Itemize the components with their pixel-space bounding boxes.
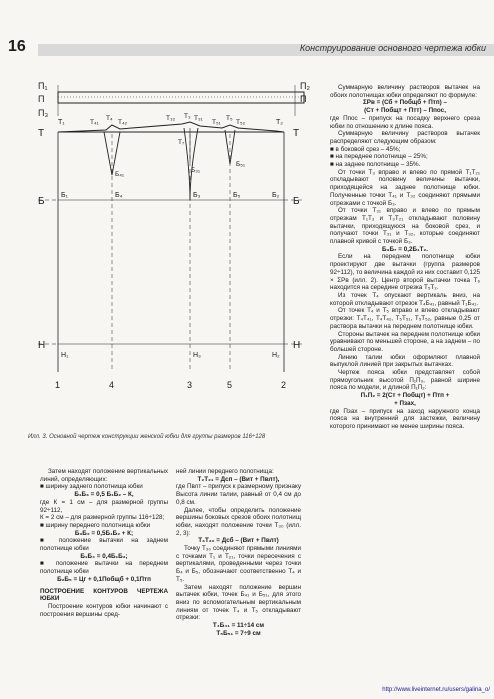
- paragraph: Построение контуров юбки начинают с построения вершины сред-: [40, 602, 168, 618]
- formula: + Пзах,: [394, 399, 416, 407]
- label-num-5: 5: [227, 380, 233, 390]
- label-b4: Б₄: [115, 192, 123, 199]
- paragraph: ■ в боковой срез – 45%;: [330, 145, 401, 153]
- label-num-3: 3: [187, 380, 193, 390]
- paragraph: Затем находят положение вершин вытачек юбки, точек Б₄₁ и Б₅₁, для этого вниз по вспомогательным вертикальным линиям от точек Т₄ и Т₅ откладывают отрезки:: [176, 583, 301, 622]
- paragraph: ■ положение вытачки на переднем полотнище юбки: [40, 560, 168, 576]
- side-seam-curve-left: [184, 128, 190, 200]
- paragraph: Если на переднем полотнище юбки проектируют две вытачки (группа размеров 92÷112), то величина каждой из них составит 0,125 × ΣРв (илл. 2). Центр второй вытачки точка Т₆ находится на середине отрезка Т₅Т₂.: [330, 253, 480, 292]
- label-t51: Т₅₁: [212, 119, 221, 126]
- formula: Б₃Б₇ = 0,2Б₁Т₂.: [382, 245, 428, 253]
- formula: Б₁Б₃ = 0,5 Б₁Б₂ – К,: [74, 491, 134, 499]
- paragraph: Точку Т₃₀ соединяют прямыми линиями с точками Т₁ и Т₂₁, точки пересечения с вертикалями, проведенными через точки Б₄ и Б₅, обозначают соответственно Т₄ и Т₅.: [176, 545, 301, 583]
- paragraph: где Пзах – припуск на заход наружного конца пояса на внутренний для застежки, величину которого принимают не менее ширины пояса.: [330, 407, 480, 430]
- paragraph: Чертеж пояса юбки представляет собой прямоугольник высотой П₁П₃, равной ширине пояса по модели, и длиной П₁П₂:: [330, 369, 480, 392]
- label-b31: Б₃₁: [191, 167, 201, 174]
- page-number: 16: [8, 38, 26, 55]
- formula: П₁П₂ = 2(Ст + Побщт) + Птп +: [360, 392, 450, 400]
- paragraph: ■ положение вытачки на заднем полотнище юбки: [40, 537, 168, 553]
- skirt-pattern-svg: [14, 72, 314, 422]
- paragraph: ■ ширину переднего полотнища юбки: [40, 521, 151, 529]
- label-h2: Н₂: [272, 352, 280, 359]
- label-t: Т: [38, 128, 45, 139]
- label-t42: Т₄₂: [118, 119, 128, 126]
- label-num-1: 1: [55, 380, 61, 390]
- label-t-right: Т: [293, 128, 300, 139]
- label-t2: Т₂: [276, 119, 283, 126]
- waistband-rect: [58, 92, 307, 104]
- label-h-right: Н: [293, 340, 301, 351]
- label-b3: Б₃: [193, 192, 201, 199]
- paragraph: ■ на заднее полотнище – 35%.: [330, 161, 421, 169]
- label-h1: Н₁: [61, 352, 69, 359]
- label-b1: Б₁: [61, 192, 68, 199]
- paragraph: Суммарную величину растворов вытачек распределяют следующим образом:: [330, 130, 480, 145]
- paragraph: Затем находят положение вертикальных линий, определяющих:: [40, 468, 168, 483]
- label-t41: Т₄₁: [90, 119, 99, 126]
- formula: Б₂Б₅ = Цг + 0,1Побщб + 0,1Птп: [57, 575, 151, 583]
- right-text-column: [330, 84, 480, 431]
- page-header: [0, 38, 494, 60]
- label-t31: Т₃₁: [194, 115, 203, 122]
- section-heading: ПОСТРОЕНИЕ КОНТУРОВ ЧЕРТЕЖА ЮБКИ: [40, 587, 168, 603]
- label-b2: Б₂: [272, 192, 280, 199]
- paragraph: где Ппос – припуск на посадку верхнего среза юбки по отношению к длине пояса.: [330, 114, 480, 130]
- label-p1: П₁: [38, 81, 48, 91]
- running-head: Конструирование основного чертежа юбки: [299, 43, 486, 53]
- label-t1: Т₁: [58, 119, 65, 126]
- paragraph: К = 2 см – для размерной группы 116÷128;: [40, 514, 165, 522]
- formula: (Ст + Побщт + Птт) – Ппос,: [364, 107, 446, 115]
- formula: Б₁Б₄ = 0,4Б₁Б₃;: [80, 552, 128, 560]
- label-b5: Б₅: [233, 192, 241, 199]
- paragraph: ней линии переднего полотнища:: [176, 468, 274, 475]
- paragraph: Суммарную величину растворов вытачек на обоих полотнищах юбки определяют по формуле:: [330, 84, 480, 99]
- label-p-right: П: [300, 94, 307, 104]
- formula: ΣРв = (Сб + Побщб + Птп) –: [362, 99, 448, 107]
- paragraph: Далее, чтобы определить положение вершины боковых срезов обоих полотнищ юбки, находят положение точки Т₃₀ (илл. 2, 3):: [176, 506, 301, 537]
- paragraph: От точки Т₃ вправо и влево по прямой Т₁Т₂₁ откладывают половину величины вытачки, приходящейся на заднее полотнище юбки. Полученные точки Т₄₁ и Т₃₂ соединяют прямыми отрезками с точкой Б₃.: [330, 168, 480, 207]
- formula: Б₃Б₂ = 0,5Б₁Б₂ + К;: [74, 529, 134, 537]
- label-h3: Н₃: [193, 352, 201, 359]
- label-p: П: [38, 94, 45, 104]
- formula: Т₂Т₂₁ = Дсп – (Вит + Пвлт),: [197, 475, 280, 483]
- figure-caption: Илл. 3. Основной чертеж конструкции женской юбки для группы размеров 116÷128: [28, 434, 266, 440]
- paragraph: где Пвлт – припуск к размерному признаку Высота линии талии, равный от 0,4 см до 0,8 см.: [176, 483, 301, 506]
- label-b: Б: [38, 196, 45, 207]
- label-t7: Т₇: [178, 139, 185, 146]
- paragraph: От точек Т₄ и Т₅ вправо и влево откладывают отрезки: Т₄Т₄₁, Т₄Т₄₂, Т₅Т₅₁, Т₅Т₅₂, равные 0,25 от раствора вытачки на переднем полотнище юбки.: [330, 307, 480, 330]
- left-text-column: [40, 468, 168, 618]
- label-t52: Т₅₂: [236, 119, 246, 126]
- label-num-2: 2: [281, 380, 287, 390]
- paragraph: Линию талии юбки оформляют плавной выпуклой линией при закрытых вытачках.: [330, 353, 480, 369]
- paragraph: ■ на переднее полотнище – 25%;: [330, 153, 428, 161]
- paragraph: Из точек Т₄ опускают вертикаль вниз, на которой откладывают отрезок Т₄Б₄₁, равный Т₁Б₄₁.: [330, 291, 480, 307]
- label-p3: П₃: [38, 108, 49, 118]
- label-t32: Т₃₂: [166, 115, 176, 122]
- label-p2: П₂: [300, 81, 310, 91]
- back-dart: [104, 132, 120, 175]
- label-t3: Т₃: [184, 113, 191, 120]
- formula: Т₄Б₄₁ = 11÷14 см: [212, 622, 265, 630]
- source-url: http://www.liveinternet.ru/users/galina_o/: [382, 687, 490, 693]
- paragraph: От точки Т₃₁ вправо и влево по прямым отрезкам Т₁Т₃ и Т₃Т₂₁ откладывают половину вытачки, приходящуюся на боковой срез, и получают точки Т₃₁ и Т₃₂, которые соединяют плавной кривой с точкой Б₃.: [330, 207, 480, 246]
- side-seam-curve-right: [190, 128, 198, 200]
- label-b41: Б₄₁: [115, 171, 125, 178]
- label-t4: Т₄: [106, 115, 113, 122]
- paragraph: Стороны вытачек на переднем полотнище юбки уравнивают по меньшей стороне, а на заднем – по большей стороне.: [330, 330, 480, 353]
- middle-text-column: [176, 468, 301, 637]
- label-t5: Т₅: [226, 115, 233, 122]
- formula: Т₅Б₅₁ = 7÷9 см: [216, 629, 261, 637]
- label-b-right: Б: [293, 196, 300, 207]
- label-num-4: 4: [109, 380, 115, 390]
- paragraph: где К = 1 см – для размерной группы 92÷112,: [40, 498, 168, 514]
- formula: Т₃Т₃₀ = Дсб – (Вит + Пвлт): [198, 537, 279, 545]
- paragraph: ■ ширину заднего полотнища юбки: [40, 483, 143, 491]
- pattern-drawing: [14, 72, 314, 422]
- label-h: Н: [38, 340, 46, 351]
- label-b51: Б₅₁: [236, 161, 246, 168]
